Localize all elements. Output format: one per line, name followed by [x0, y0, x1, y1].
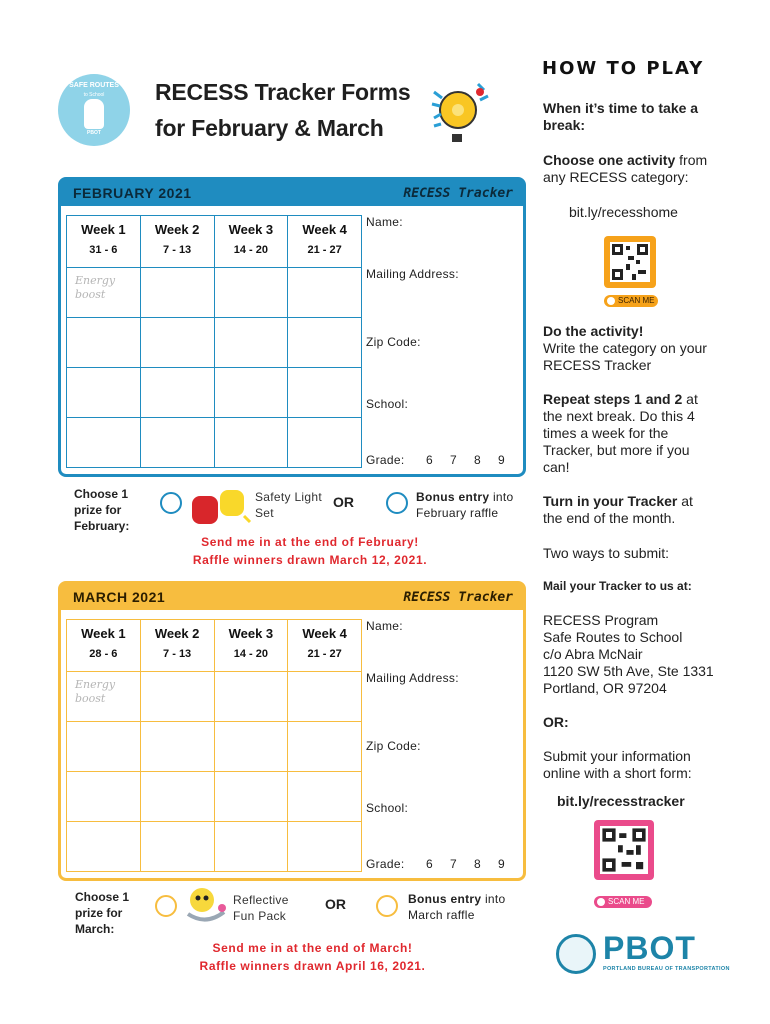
- tracker-cell[interactable]: [288, 318, 362, 368]
- bonus-entry-radio[interactable]: [386, 492, 408, 514]
- qr-code-recesshome[interactable]: [604, 236, 656, 288]
- or-label: OR: [325, 896, 346, 912]
- prize-radio-fun-pack[interactable]: [155, 895, 177, 917]
- tracker-cell[interactable]: [140, 418, 214, 468]
- tracker-cell[interactable]: [140, 268, 214, 318]
- tracker-cell[interactable]: [140, 318, 214, 368]
- tracker-header: FEBRUARY 2021 RECESS Tracker: [61, 180, 523, 206]
- qr-code-recesstracker[interactable]: [594, 820, 654, 880]
- grade-options[interactable]: 6 7 8 9: [426, 453, 505, 467]
- city-seal-icon: [556, 934, 596, 974]
- bonus-entry-label: Bonus entry into March raffle: [408, 892, 506, 922]
- tracker-cell[interactable]: [214, 368, 288, 418]
- tracker-cell[interactable]: [214, 318, 288, 368]
- prize-question: Choose 1 prize for March:: [75, 890, 130, 936]
- february-tracker: [58, 177, 526, 477]
- tracker-cell[interactable]: [140, 772, 214, 822]
- mascot-icon: [84, 99, 104, 129]
- recesstracker-link[interactable]: bit.ly/recesstracker: [557, 793, 685, 809]
- tracker-cell[interactable]: [67, 318, 141, 368]
- tracker-cell[interactable]: [288, 418, 362, 468]
- march-tracker: [58, 581, 526, 881]
- bonus-entry-radio[interactable]: [376, 895, 398, 917]
- tracker-cell[interactable]: [67, 672, 141, 722]
- camera-icon: [597, 898, 605, 906]
- tracker-cell[interactable]: [67, 772, 141, 822]
- tracker-cell[interactable]: [288, 268, 362, 318]
- tracker-cell[interactable]: [214, 418, 288, 468]
- camera-icon: [607, 297, 615, 305]
- online-text: Submit your information online with a short form:: [543, 748, 692, 781]
- step-choose: Choose one activity from any RECESS category:: [543, 152, 708, 185]
- tracker-cell[interactable]: [67, 418, 141, 468]
- tracker-cell[interactable]: [288, 772, 362, 822]
- tracker-header: MARCH 2021 RECESS Tracker: [61, 584, 523, 610]
- or-label: OR: [333, 494, 354, 510]
- step-turn-in: Turn in your Tracker at the end of the month.: [543, 493, 693, 526]
- safety-light-icon: [190, 488, 252, 528]
- tracker-cell[interactable]: [214, 772, 288, 822]
- or-heading: OR:: [543, 714, 569, 730]
- scan-me-label: SCAN ME: [604, 295, 658, 307]
- tracker-cell[interactable]: [140, 672, 214, 722]
- bell-icon: [428, 78, 490, 148]
- week-grid: Week 1 31 - 6 Week 2 7 - 13 Week 3 14 - 20 Week 4 21 - 27 Energy boost: [66, 215, 362, 468]
- tracker-cell[interactable]: [67, 722, 141, 772]
- prize-radio-light-set[interactable]: [160, 492, 182, 514]
- tracker-cell[interactable]: [140, 822, 214, 872]
- school-field[interactable]: School:: [366, 397, 409, 411]
- zip-field[interactable]: Zip Code:: [366, 335, 421, 349]
- how-to-play-heading: HOW TO PLAY: [542, 58, 705, 79]
- week-grid: Week 1 28 - 6 Week 2 7 - 13 Week 3 14 - 20 Week 4 21 - 27 Energy boost: [66, 619, 362, 872]
- tracker-cell[interactable]: [67, 822, 141, 872]
- tracker-cell[interactable]: [288, 822, 362, 872]
- tracker-cell[interactable]: [214, 822, 288, 872]
- address-field[interactable]: Mailing Address:: [366, 267, 459, 281]
- scan-me-label: SCAN ME: [594, 896, 652, 908]
- tracker-cell[interactable]: [214, 268, 288, 318]
- school-field[interactable]: School:: [366, 801, 409, 815]
- tracker-cell[interactable]: [288, 722, 362, 772]
- name-field[interactable]: Name:: [366, 215, 403, 229]
- send-notice: Send me in at the end of February! Raffle winners drawn March 12, 2021.: [192, 535, 428, 567]
- sample-entry: Energy boost: [75, 274, 116, 301]
- grade-label: Grade:: [366, 857, 405, 871]
- grade-label: Grade:: [366, 453, 405, 467]
- tracker-cell[interactable]: [214, 722, 288, 772]
- zip-field[interactable]: Zip Code:: [366, 739, 421, 753]
- mailing-address: RECESS Program Safe Routes to School c/o Abra McNair 1120 SW 5th Ave, Ste 1331 Portland, OR 97204: [543, 612, 714, 696]
- pbot-logo: PBOT: [603, 930, 696, 966]
- sample-entry: Energy boost: [75, 678, 116, 705]
- recesshome-link[interactable]: bit.ly/recesshome: [569, 204, 678, 220]
- prize-option-label: Safety Light Set: [255, 490, 322, 520]
- two-ways-text: Two ways to submit:: [543, 545, 670, 561]
- tracker-cell[interactable]: [288, 368, 362, 418]
- reflective-fun-pack-icon: [184, 886, 228, 924]
- tracker-cell[interactable]: [140, 722, 214, 772]
- step-do: Do the activity! Write the category on your RECESS Tracker: [543, 323, 707, 373]
- tracker-cell[interactable]: [214, 672, 288, 722]
- bonus-entry-label: Bonus entry into February raffle: [416, 490, 514, 520]
- prize-option-label: Reflective Fun Pack: [233, 893, 289, 923]
- name-field[interactable]: Name:: [366, 619, 403, 633]
- send-notice: Send me in at the end of March! Raffle winners drawn April 16, 2021.: [199, 941, 426, 973]
- page-title: RECESS Tracker Forms for February & March: [155, 79, 411, 141]
- tracker-cell[interactable]: [288, 672, 362, 722]
- step-break: When it’s time to take a break:: [543, 100, 699, 133]
- mail-heading: Mail your Tracker to us at:: [543, 579, 692, 593]
- pbot-subtitle: PORTLAND BUREAU OF TRANSPORTATION: [603, 966, 730, 972]
- tracker-cell[interactable]: [67, 268, 141, 318]
- step-repeat: Repeat steps 1 and 2 at the next break. Do this 4 times a week for the Tracker, but more if you can!: [543, 391, 698, 475]
- address-field[interactable]: Mailing Address:: [366, 671, 459, 685]
- prize-question: Choose 1 prize for February:: [74, 487, 130, 533]
- safe-routes-logo: SAFE ROUTES to School PBOT: [58, 74, 130, 146]
- tracker-cell[interactable]: [67, 368, 141, 418]
- grade-options[interactable]: 6 7 8 9: [426, 857, 505, 871]
- tracker-cell[interactable]: [140, 368, 214, 418]
